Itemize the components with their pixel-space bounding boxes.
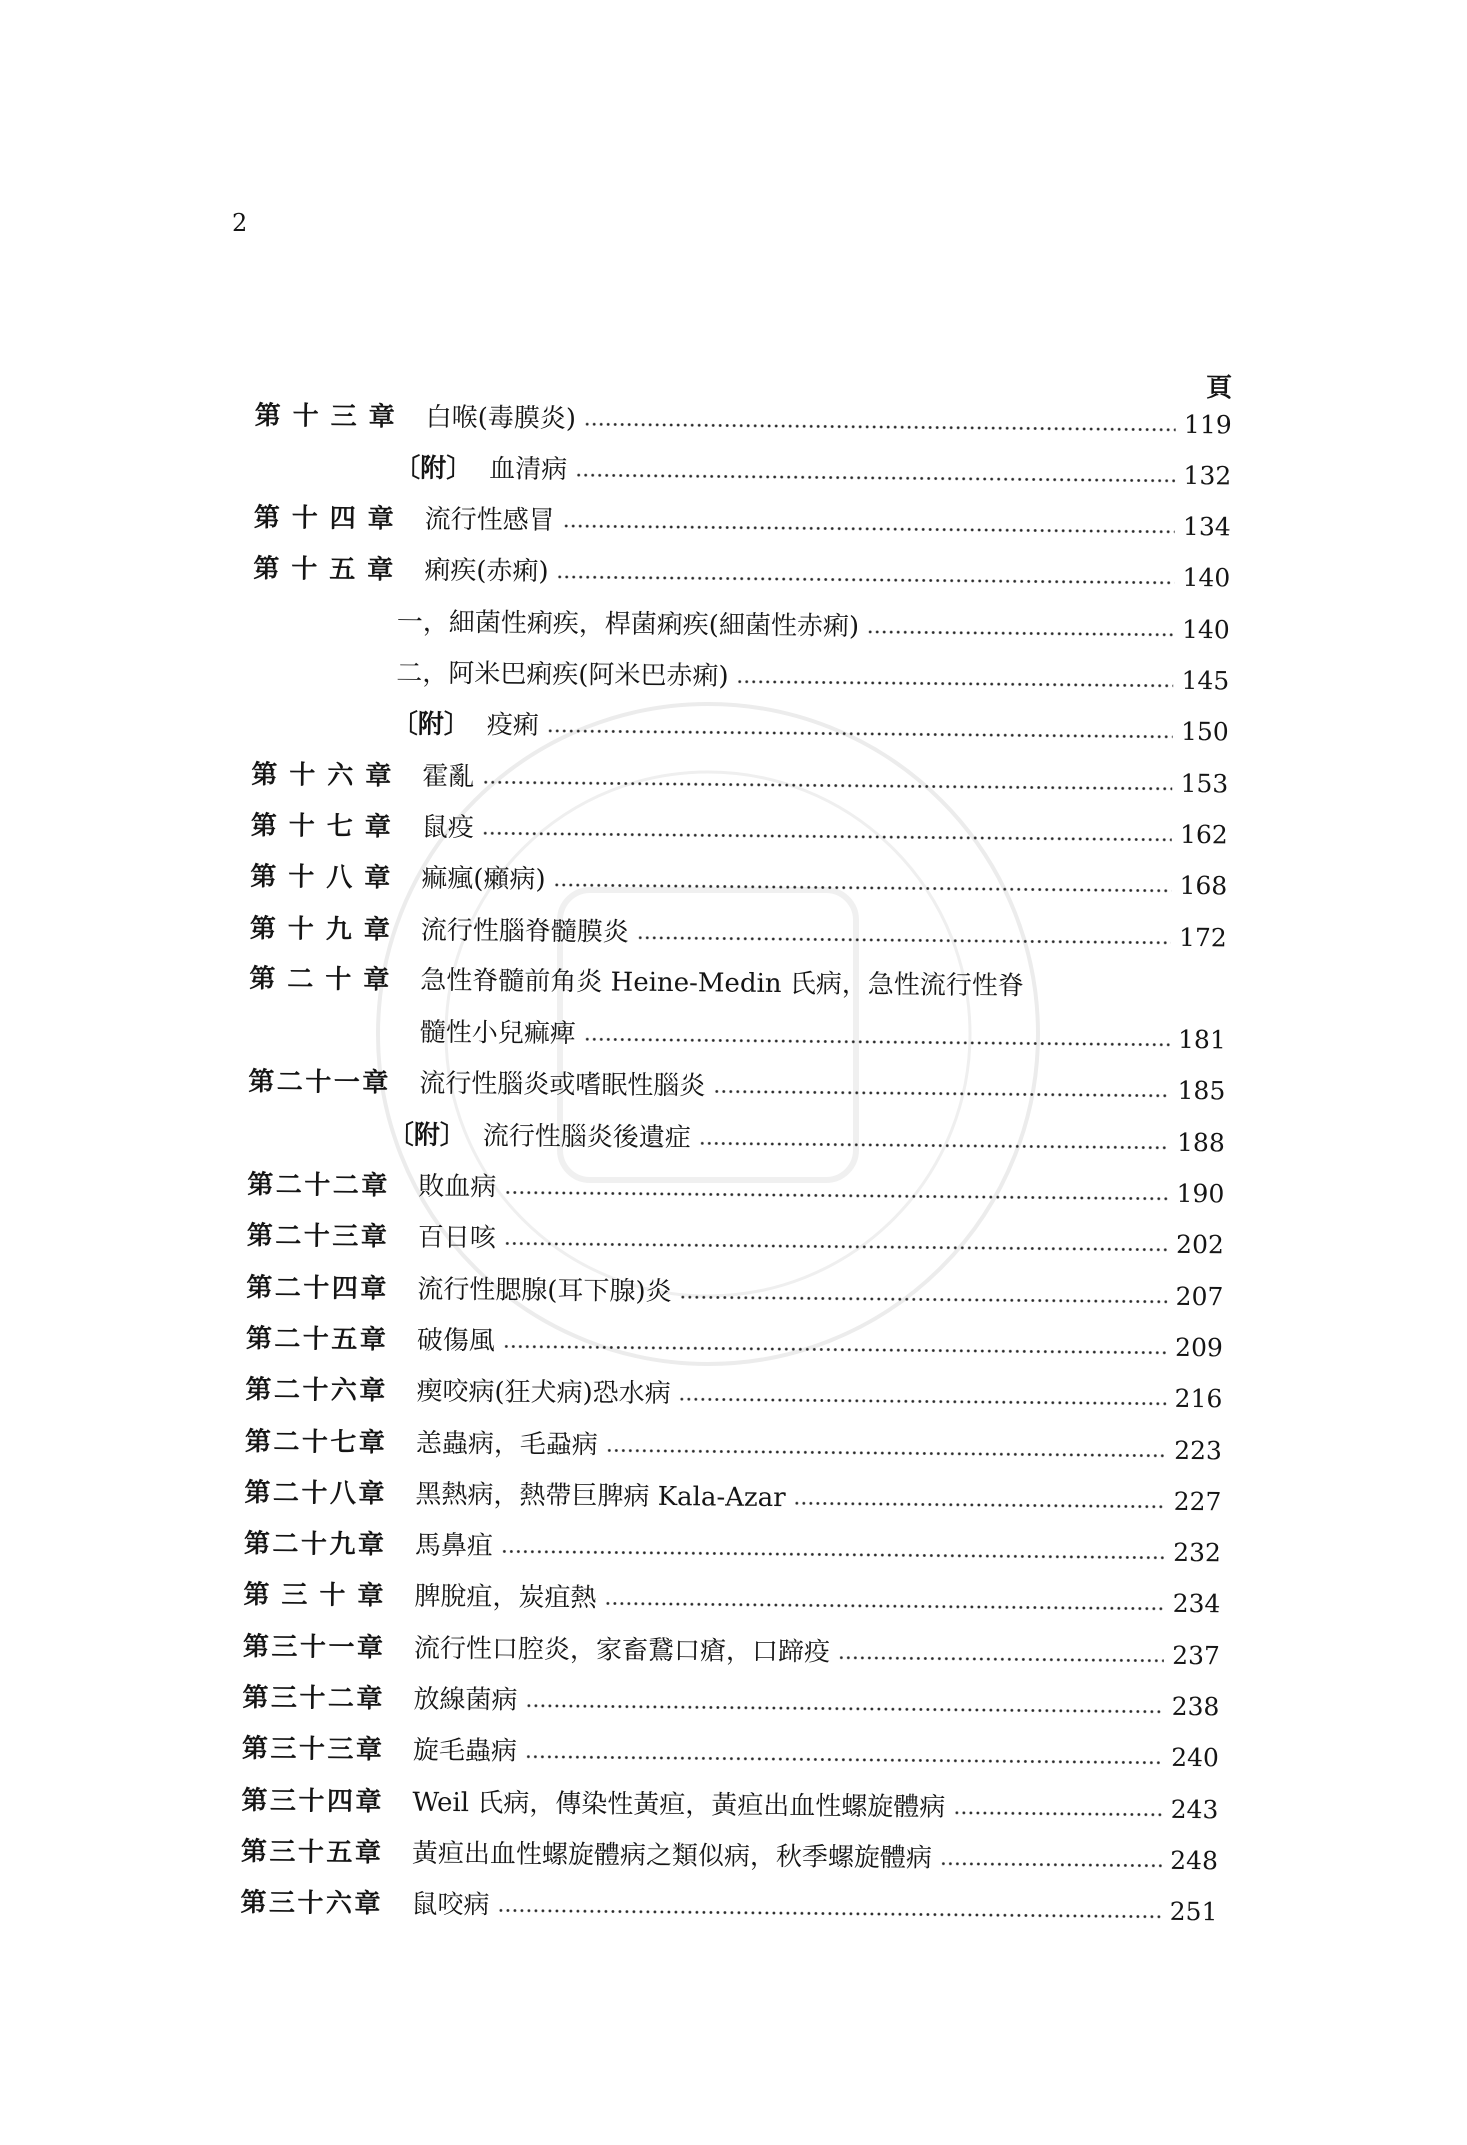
page-reference: 248 xyxy=(1170,1845,1219,1876)
toc-entry xyxy=(252,697,1229,757)
chapter-label: 第二十三章 xyxy=(246,1221,388,1253)
entry-title: 白喉(毒膜炎) xyxy=(425,402,577,434)
chapter-label: 第三十四章 xyxy=(241,1785,382,1817)
chapter-label: 第三十一章 xyxy=(242,1631,384,1663)
toc-entry xyxy=(249,1005,1226,1065)
entry-title: 恙蟲病，毛蝨病 xyxy=(415,1428,599,1460)
chapter-label: 第十四章 xyxy=(253,503,394,535)
entry-title: 敗血病 xyxy=(418,1171,497,1203)
toc-entry xyxy=(243,1621,1220,1681)
entry-title: 流行性腮腺(耳下腺)炎 xyxy=(417,1274,672,1307)
entry-title: 流行性腦炎後遺症 xyxy=(482,1120,692,1153)
appendix-marker: 〔附〕 xyxy=(394,453,473,484)
page-reference: 232 xyxy=(1173,1537,1222,1568)
page-reference: 140 xyxy=(1182,563,1231,593)
page-reference: 238 xyxy=(1171,1691,1220,1722)
toc-entry xyxy=(248,1108,1225,1168)
entry-title: 痢疾(赤痢) xyxy=(424,556,549,588)
dot-leader xyxy=(680,1288,1168,1305)
toc-entry xyxy=(242,1672,1219,1732)
entry-title: 黃疸出血性螺旋體病之類似病，秋季螺旋體病 xyxy=(411,1838,933,1874)
chapter-label: 第三十二章 xyxy=(242,1682,383,1715)
chapter-label: 第十六章 xyxy=(251,759,392,791)
chapter-label: 第二十八章 xyxy=(244,1477,385,1510)
dot-leader xyxy=(504,1235,1168,1253)
page-reference: 234 xyxy=(1172,1589,1221,1619)
toc-entry xyxy=(242,1723,1219,1783)
dot-leader xyxy=(497,1902,1161,1920)
page-reference: 172 xyxy=(1178,922,1227,952)
page-reference: 251 xyxy=(1169,1897,1218,1927)
page-reference: 227 xyxy=(1173,1486,1222,1517)
entry-title: 急性脊髓前角炎 Heine-Medin 氏病，急性流行性脊 xyxy=(420,965,1025,1002)
dot-leader xyxy=(606,1441,1166,1458)
entry-title: 鼠疫 xyxy=(421,812,474,844)
dot-leader xyxy=(679,1390,1167,1407)
entry-title: 馬鼻疽 xyxy=(414,1530,494,1562)
entry-title: 疫痢 xyxy=(486,710,539,742)
chapter-label: 第二十一章 xyxy=(248,1067,389,1099)
page-reference: 240 xyxy=(1171,1743,1220,1773)
dot-leader xyxy=(482,824,1172,843)
toc-entry xyxy=(243,1569,1220,1629)
chapter-label: 第十八章 xyxy=(250,862,391,894)
entry-title-continuation: 髓性小兒痲痺 xyxy=(419,1017,576,1050)
toc-entry xyxy=(251,800,1228,860)
dot-leader xyxy=(604,1595,1164,1612)
page-reference: 207 xyxy=(1175,1281,1224,1311)
toc-entry xyxy=(250,851,1227,911)
toc-entry xyxy=(241,1826,1218,1886)
dot-leader xyxy=(575,466,1175,484)
toc-entry xyxy=(244,1467,1221,1527)
chapter-label: 第二十六章 xyxy=(245,1375,386,1407)
entry-title: 破傷風 xyxy=(416,1325,496,1357)
toc-entry xyxy=(253,595,1230,655)
toc-entry xyxy=(246,1313,1223,1373)
entry-title: 百日咳 xyxy=(417,1222,497,1254)
dot-leader xyxy=(637,928,1171,945)
chapter-label: 第二十九章 xyxy=(243,1529,385,1561)
entry-title: 放線菌病 xyxy=(413,1684,518,1716)
toc-entry xyxy=(250,902,1227,962)
section-title: 一，細菌性痢疾，桿菌痢疾(細菌性赤痢) xyxy=(396,607,860,642)
page-reference: 181 xyxy=(1177,1024,1226,1055)
toc-entry xyxy=(254,441,1231,501)
entry-title: 霍亂 xyxy=(422,761,475,792)
dot-leader xyxy=(503,1337,1167,1355)
dot-leader xyxy=(940,1855,1162,1869)
entry-title: 旋毛蟲病 xyxy=(412,1735,518,1767)
appendix-marker: 〔附〕 xyxy=(391,709,470,741)
dot-leader xyxy=(713,1083,1169,1099)
page-number: 2 xyxy=(232,209,248,237)
dot-leader xyxy=(504,1183,1168,1201)
page-reference: 145 xyxy=(1181,665,1230,696)
toc-entry xyxy=(246,1262,1223,1322)
dot-leader xyxy=(736,673,1173,689)
dot-leader xyxy=(525,1697,1163,1715)
entry-title: 瘈咬病(狂犬病)恐水病 xyxy=(416,1376,671,1410)
toc-entry xyxy=(245,1415,1222,1475)
toc-entry xyxy=(247,1159,1224,1219)
page-reference: 140 xyxy=(1181,614,1230,645)
toc-entry xyxy=(247,1210,1224,1270)
page-reference: 237 xyxy=(1172,1640,1221,1671)
page-reference: 162 xyxy=(1179,819,1228,850)
dot-leader xyxy=(554,876,1172,894)
toc-entry xyxy=(255,390,1232,450)
entry-title: 脾脫疽，炭疽熱 xyxy=(414,1581,597,1614)
dot-leader xyxy=(584,415,1176,433)
chapter-label: 第三十六章 xyxy=(240,1888,381,1920)
page-column-header: 頁 xyxy=(1205,373,1233,404)
page-reference: 216 xyxy=(1174,1384,1223,1414)
dot-leader xyxy=(501,1543,1165,1561)
page-reference: 188 xyxy=(1176,1127,1225,1158)
entry-title: 流行性感冒 xyxy=(424,504,555,536)
toc-entry xyxy=(251,749,1228,809)
entry-title: 鼠咬病 xyxy=(411,1889,490,1921)
toc-entry xyxy=(244,1518,1221,1578)
dot-leader xyxy=(838,1648,1164,1663)
entry-title: 痲瘋(癩病) xyxy=(421,863,546,895)
chapter-label: 第三十五章 xyxy=(240,1836,382,1869)
entry-title: 流行性口腔炎，家畜鵞口瘡，口蹄疫 xyxy=(413,1633,831,1668)
toc-entry xyxy=(249,954,1226,1014)
dot-leader xyxy=(556,568,1174,586)
appendix-marker: 〔附〕 xyxy=(387,1119,467,1151)
page-reference: 119 xyxy=(1183,409,1232,439)
chapter-label: 第三十三章 xyxy=(241,1734,383,1766)
section-title: 二，阿米巴痢疾(阿米巴赤痢) xyxy=(396,658,729,692)
page-reference: 202 xyxy=(1175,1230,1224,1260)
chapter-label: 第二十五章 xyxy=(245,1323,387,1356)
page-reference: 132 xyxy=(1183,460,1232,491)
dot-leader xyxy=(563,517,1175,535)
entry-title: 黑熱病，熱帶巨脾病 Kala-Azar xyxy=(415,1479,786,1513)
chapter-label: 第三十章 xyxy=(243,1580,384,1612)
page-reference: 134 xyxy=(1182,512,1231,542)
dot-leader xyxy=(584,1030,1170,1048)
dot-leader xyxy=(867,623,1174,638)
entry-title: Weil 氏病，傳染性黃疸，黃疸出血性螺旋體病 xyxy=(412,1787,946,1823)
chapter-label: 第十七章 xyxy=(250,810,391,843)
entry-title: 流行性腦脊髓膜炎 xyxy=(420,915,629,948)
page-reference: 209 xyxy=(1174,1332,1223,1363)
entry-title: 流行性腦炎或嗜眠性腦炎 xyxy=(419,1069,706,1102)
page-reference: 153 xyxy=(1180,768,1229,798)
toc-entry xyxy=(240,1877,1217,1937)
chapter-label: 第二十二章 xyxy=(247,1169,388,1202)
dot-leader xyxy=(525,1748,1163,1766)
dot-leader xyxy=(482,773,1172,792)
toc-entry xyxy=(241,1775,1218,1835)
chapter-label: 第二十章 xyxy=(249,963,390,996)
page-reference: 185 xyxy=(1177,1076,1226,1106)
chapter-label: 第十九章 xyxy=(249,913,390,945)
toc-entry xyxy=(245,1364,1222,1424)
page-reference: 168 xyxy=(1179,871,1228,901)
entry-title: 血清病 xyxy=(489,454,568,485)
page-reference: 223 xyxy=(1174,1435,1223,1465)
page-reference: 243 xyxy=(1170,1794,1219,1824)
chapter-label: 第二十七章 xyxy=(244,1426,386,1458)
dot-leader xyxy=(699,1134,1169,1151)
dot-leader xyxy=(547,722,1173,740)
chapter-label: 第二十四章 xyxy=(246,1272,387,1304)
dot-leader xyxy=(794,1494,1166,1510)
page-reference: 190 xyxy=(1176,1178,1225,1209)
toc-entry xyxy=(254,492,1231,552)
toc-entry xyxy=(253,543,1230,603)
chapter-label: 第十五章 xyxy=(253,554,394,586)
page-reference: 150 xyxy=(1180,717,1229,747)
toc-entry xyxy=(248,1056,1225,1116)
dot-leader xyxy=(953,1803,1162,1817)
chapter-label: 第十三章 xyxy=(254,400,395,432)
toc-entry xyxy=(252,646,1229,706)
